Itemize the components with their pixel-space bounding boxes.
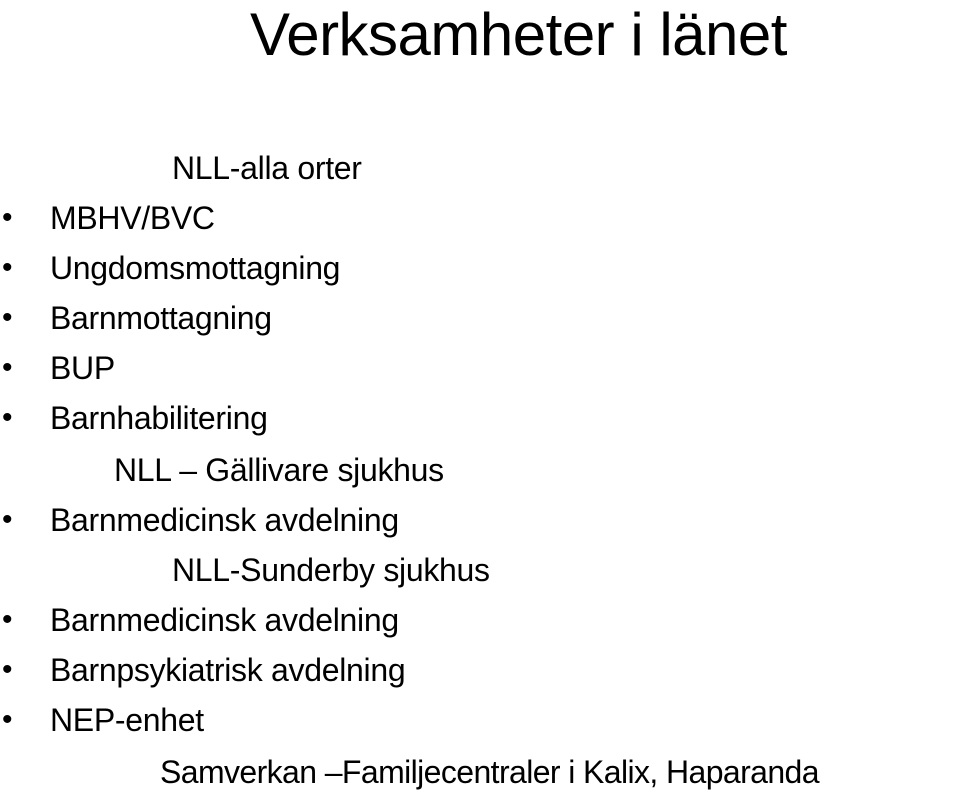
bullet-icon: • [2, 401, 13, 434]
section-heading-samverkan: Samverkan –Familjecentraler i Kalix, Haparanda [160, 754, 819, 790]
bullet-item-text: Barnmedicinsk avdelning [50, 602, 399, 638]
bullet-item [0, 398, 960, 438]
bullet-icon: • [2, 301, 13, 334]
bullet-item-text: BUP [50, 350, 115, 386]
section-heading-gallivare: NLL – Gällivare sjukhus [114, 452, 444, 488]
bullet-item-text: NEP-enhet [50, 702, 204, 738]
bullet-icon: • [2, 603, 13, 636]
bullet-icon: • [2, 503, 13, 536]
bullet-item-text: Barnhabilitering [50, 400, 268, 436]
section-heading-nll-alla-orter: NLL-alla orter [172, 150, 362, 186]
bullet-item [0, 198, 960, 238]
bullet-item-text: Barnpsykiatrisk avdelning [50, 652, 406, 688]
bullet-item [0, 248, 960, 288]
bullet-icon: • [2, 251, 13, 284]
bullet-item [0, 500, 960, 540]
bullet-item-text: MBHV/BVC [50, 200, 215, 236]
bullet-icon: • [2, 653, 13, 686]
bullet-item-text: Ungdomsmottagning [50, 250, 341, 286]
bullet-item [0, 650, 960, 690]
bullet-item [0, 600, 960, 640]
bullet-item [0, 700, 960, 740]
bullet-item [0, 298, 960, 338]
bullet-icon: • [2, 351, 13, 384]
bullet-icon: • [2, 201, 13, 234]
slide-title: Verksamheter i länet [250, 1, 787, 68]
section-heading-sunderby: NLL-Sunderby sjukhus [172, 552, 490, 588]
bullet-item-text: Barnmottagning [50, 300, 272, 336]
bullet-item [0, 348, 960, 388]
bullet-item-text: Barnmedicinsk avdelning [50, 502, 399, 538]
bullet-icon: • [2, 703, 13, 736]
